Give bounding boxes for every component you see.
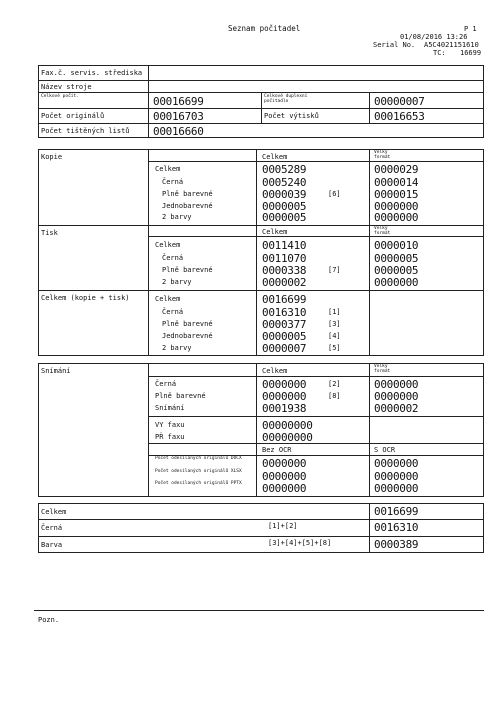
copy-row-value: 0005240 bbox=[262, 176, 307, 189]
copy-row-value: 0000039 bbox=[262, 188, 307, 201]
copy-row-large: 0000014 bbox=[374, 176, 419, 189]
copy-section-label: Kopie bbox=[41, 153, 63, 161]
scan-row-value: 0001938 bbox=[262, 402, 307, 415]
copy-row-note: [6] bbox=[328, 190, 341, 198]
send-xlsx-label: Počet odesílaných originálů XLSX bbox=[155, 469, 242, 474]
print-row-label: 2 barvy bbox=[162, 278, 192, 286]
combined-row-value: 0000377 bbox=[262, 318, 307, 331]
duplex-counter-value: 00000007 bbox=[374, 95, 425, 108]
combined-row-note: [5] bbox=[328, 344, 341, 352]
summary-color-formula: [3]+[4]+[5]+[8] bbox=[268, 539, 332, 547]
send-docx-no-ocr: 0000000 bbox=[262, 457, 307, 470]
notes-divider bbox=[34, 610, 484, 611]
scan-row-note: [2] bbox=[328, 380, 341, 388]
combined-section-label: Celkem (kopie + tisk) bbox=[41, 294, 130, 302]
summary-total-value: 0016699 bbox=[374, 505, 419, 518]
scan-row-large: 0000002 bbox=[374, 402, 419, 415]
printouts-label: Počet výtisků bbox=[264, 112, 319, 120]
summary-color-label: Barva bbox=[41, 541, 63, 549]
summary-black-value: 0016310 bbox=[374, 521, 419, 534]
total-counter-value: 00016699 bbox=[153, 95, 204, 108]
copy-col-total: Celkem bbox=[262, 153, 288, 161]
scan-row-note: [8] bbox=[328, 392, 341, 400]
copy-row-large: 0000015 bbox=[374, 188, 419, 201]
print-row-large: 0000005 bbox=[374, 264, 419, 277]
summary-black-formula: [1]+[2] bbox=[268, 522, 298, 530]
fax-out-value: 00000000 bbox=[262, 419, 313, 432]
scan-row-label: Plně barevné bbox=[155, 392, 206, 400]
serial-value: A5C4021151610 bbox=[424, 41, 479, 49]
copy-row-large: 0000000 bbox=[374, 200, 419, 213]
copy-row-label: 2 barvy bbox=[162, 213, 192, 221]
combined-row-note: [1] bbox=[328, 308, 341, 316]
printed-sheets-label: Počet tištěných listů bbox=[41, 127, 130, 135]
serial-label: Serial No. bbox=[373, 41, 416, 49]
originals-value: 00016703 bbox=[153, 110, 204, 123]
scan-row-label: Černá bbox=[155, 380, 177, 388]
printouts-value: 00016653 bbox=[374, 110, 425, 123]
fax-out-label: VY faxu bbox=[155, 421, 185, 429]
combined-row-value: 0016699 bbox=[262, 293, 307, 306]
scan-row-label: Snímání bbox=[155, 404, 185, 412]
summary-black-label: Černá bbox=[41, 524, 63, 532]
print-row-value: 0000338 bbox=[262, 264, 307, 277]
copy-row-label: Černá bbox=[162, 178, 184, 186]
scan-row-value: 0000000 bbox=[262, 378, 307, 391]
summary-color-value: 0000389 bbox=[374, 538, 419, 551]
copy-col-large: Velký formát bbox=[374, 150, 391, 160]
print-col-large: Velký formát bbox=[374, 226, 391, 236]
combined-row-value: 0000007 bbox=[262, 342, 307, 355]
print-row-label: Plně barevné bbox=[162, 266, 213, 274]
scan-col-total: Celkem bbox=[262, 367, 288, 375]
copy-row-value: 0000005 bbox=[262, 211, 307, 224]
send-pptx-no-ocr: 0000000 bbox=[262, 482, 307, 495]
fax-service-label: Fax.č. servis. střediska bbox=[41, 69, 143, 77]
fax-in-value: 00000000 bbox=[262, 431, 313, 444]
combined-row-label: 2 barvy bbox=[162, 344, 192, 352]
copy-row-value: 0000005 bbox=[262, 200, 307, 213]
copy-row-large: 0000000 bbox=[374, 211, 419, 224]
print-col-total: Celkem bbox=[262, 228, 288, 236]
copy-row-value: 0005289 bbox=[262, 163, 307, 176]
print-row-note: [7] bbox=[328, 266, 341, 274]
send-xlsx-no-ocr: 0000000 bbox=[262, 470, 307, 483]
page-title: Seznam počitadel bbox=[228, 24, 301, 33]
scan-row-large: 0000000 bbox=[374, 390, 419, 403]
copy-row-large: 0000029 bbox=[374, 163, 419, 176]
scan-col-large: Velký formát bbox=[374, 364, 391, 374]
print-row-large: 0000000 bbox=[374, 276, 419, 289]
tc-label: TC: bbox=[433, 49, 446, 57]
print-row-large: 0000005 bbox=[374, 252, 419, 265]
copy-row-label: Celkem bbox=[155, 165, 181, 173]
total-counter-label: Celkové počít. bbox=[41, 94, 79, 99]
originals-label: Počet originálů bbox=[41, 112, 105, 120]
combined-row-note: [4] bbox=[328, 332, 341, 340]
copy-row-label: Jednobarevné bbox=[162, 202, 213, 210]
notes-label: Pozn. bbox=[38, 616, 60, 624]
print-row-large: 0000010 bbox=[374, 239, 419, 252]
scan-row-value: 0000000 bbox=[262, 390, 307, 403]
fax-in-label: PŘ faxu bbox=[155, 433, 185, 441]
summary-total-label: Celkem bbox=[41, 508, 67, 516]
print-row-value: 0000002 bbox=[262, 276, 307, 289]
printed-sheets-value: 00016660 bbox=[153, 125, 204, 138]
datetime: 01/08/2016 13:26 bbox=[400, 33, 468, 41]
machine-name-label: Název stroje bbox=[41, 83, 92, 91]
combined-row-label: Plně barevné bbox=[162, 320, 213, 328]
send-docx-label: Počet odesílaných originálů DOCX bbox=[155, 456, 242, 461]
print-row-label: Celkem bbox=[155, 241, 181, 249]
combined-row-note: [3] bbox=[328, 320, 341, 328]
combined-row-label: Jednobarevné bbox=[162, 332, 213, 340]
combined-row-value: 0000005 bbox=[262, 330, 307, 343]
copy-row-label: Plně barevné bbox=[162, 190, 213, 198]
page-number: P 1 bbox=[464, 25, 477, 33]
scan-row-large: 0000000 bbox=[374, 378, 419, 391]
combined-row-label: Celkem bbox=[155, 295, 181, 303]
send-pptx-ocr: 0000000 bbox=[374, 482, 419, 495]
send-docx-ocr: 0000000 bbox=[374, 457, 419, 470]
send-pptx-label: Počet odesílaných originálů PPTX bbox=[155, 481, 242, 486]
print-section-label: Tisk bbox=[41, 229, 58, 237]
combined-row-value: 0016310 bbox=[262, 306, 307, 319]
combined-row-label: Černá bbox=[162, 308, 184, 316]
tc-value: 16699 bbox=[460, 49, 482, 57]
scan-col-no-ocr: Bez OCR bbox=[262, 446, 292, 454]
scan-col-ocr: S OCR bbox=[374, 446, 396, 454]
send-xlsx-ocr: 0000000 bbox=[374, 470, 419, 483]
duplex-counter-label: Celkové duplexní počitadlo bbox=[264, 94, 308, 104]
scan-section-label: Snímání bbox=[41, 367, 71, 375]
print-row-label: Černá bbox=[162, 254, 184, 262]
print-row-value: 0011070 bbox=[262, 252, 307, 265]
print-row-value: 0011410 bbox=[262, 239, 307, 252]
